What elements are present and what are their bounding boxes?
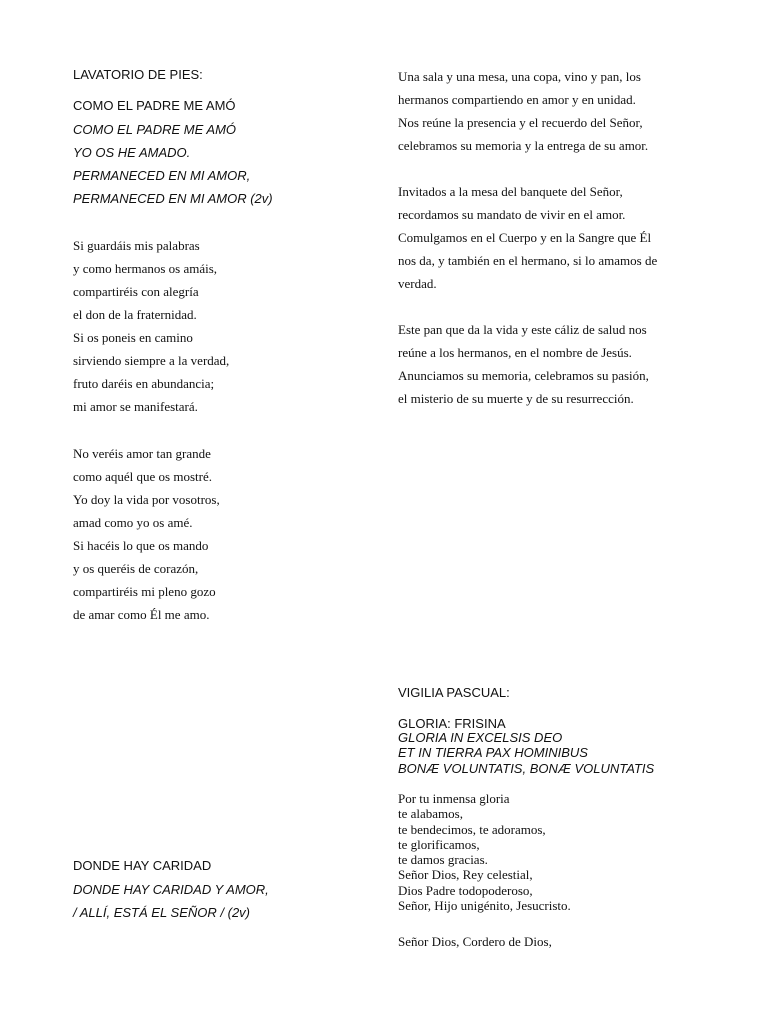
stanza-line: el misterio de su muerte y de su resurrección.	[398, 391, 634, 406]
verse-line: y os queréis de corazón,	[73, 561, 199, 576]
stanza-line: verdad.	[398, 276, 437, 291]
verse-2	[73, 442, 220, 626]
stanza-line: hermanos compartiendo en amor y en unidad.	[398, 92, 636, 107]
verse-line: mi amor se manifestará.	[73, 399, 198, 414]
verse-line: No veréis amor tan grande	[73, 446, 211, 461]
verse-line: y como hermanos os amáis,	[73, 261, 218, 276]
gloria-line: Por tu inmensa gloria	[398, 791, 510, 806]
verse-line: de amar como Él me amo.	[73, 607, 210, 622]
chorus-line: YO OS HE AMADO.	[73, 145, 191, 160]
verse-line: Si hacéis lo que os mando	[73, 538, 209, 553]
verse-line: el don de la fraternidad.	[73, 307, 197, 322]
stanza-3	[398, 318, 649, 410]
latin-line: ET IN TIERRA PAX HOMINIBUS	[398, 745, 588, 761]
gloria-line: Señor, Hijo unigénito, Jesucristo.	[398, 898, 571, 914]
verse-line: fruto daréis en abundancia;	[73, 376, 215, 391]
chorus-line: PERMANECED EN MI AMOR (2v)	[73, 191, 273, 206]
chorus-line: COMO EL PADRE ME AMÓ	[73, 122, 237, 137]
gloria-line: Señor Dios, Rey celestial,	[398, 867, 533, 883]
gloria-title: GLORIA: FRISINA	[398, 716, 506, 731]
song-title-como-el-padre: COMO EL PADRE ME AMÓ	[73, 98, 236, 113]
stanza-line: Este pan que da la vida y este cáliz de salud nos	[398, 322, 647, 337]
verse-1	[73, 234, 229, 418]
verse-line: amad como yo os amé.	[73, 515, 193, 530]
stanza-2	[398, 180, 657, 295]
verse-line: Yo doy la vida por vosotros,	[73, 492, 220, 507]
chorus-line: DONDE HAY CARIDAD Y AMOR,	[73, 882, 269, 897]
stanza-line: Una sala y una mesa, una copa, vino y pan, los	[398, 69, 641, 84]
stanza-line: reúne a los hermanos, en el nombre de Jesús.	[398, 345, 632, 360]
gloria-latin-chorus	[398, 730, 654, 776]
latin-line: BONÆ VOLUNTATIS, BONÆ VOLUNTATIS	[398, 760, 655, 776]
verse-line: sirviendo siempre a la verdad,	[73, 353, 230, 368]
chorus-line: / ALLÍ, ESTÁ EL SEÑOR / (2v)	[73, 905, 251, 920]
song-title-donde-hay-caridad: DONDE HAY CARIDAD	[73, 858, 212, 873]
gloria-last-line: Señor Dios, Cordero de Dios,	[398, 934, 552, 949]
chorus-como-el-padre	[73, 118, 273, 210]
chorus-line: PERMANECED EN MI AMOR,	[73, 168, 251, 183]
stanza-line: recordamos su mandato de vivir en el amor.	[398, 207, 626, 222]
stanza-line: celebramos su memoria y la entrega de su amor.	[398, 138, 649, 153]
stanza-1	[398, 65, 648, 157]
lavatorio-heading: LAVATORIO DE PIES:	[73, 67, 203, 82]
stanza-line: Comulgamos en el Cuerpo y en la Sangre que Él	[398, 230, 652, 245]
vigilia-heading: VIGILIA PASCUAL:	[398, 685, 510, 700]
chorus-donde-hay-caridad	[73, 878, 269, 924]
verse-line: compartiréis con alegría	[73, 284, 199, 299]
gloria-line: te glorificamos,	[398, 836, 480, 852]
gloria-verse	[398, 791, 571, 913]
verse-line: compartiréis mi pleno gozo	[73, 584, 216, 599]
verse-line: Si guardáis mis palabras	[73, 238, 200, 253]
stanza-line: Anunciamos su memoria, celebramos su pasión,	[398, 368, 649, 383]
stanza-line: nos da, y también en el hermano, si lo amamos de	[398, 253, 658, 268]
verse-line: Si os poneis en camino	[73, 330, 193, 345]
latin-line: GLORIA IN EXCELSIS DEO	[398, 730, 563, 745]
stanza-line: Invitados a la mesa del banquete del Señor,	[398, 184, 623, 199]
gloria-line: Dios Padre todopoderoso,	[398, 882, 533, 898]
gloria-line: te bendecimos, te adoramos,	[398, 821, 546, 837]
verse-line: como aquél que os mostré.	[73, 469, 212, 484]
gloria-line: te damos gracias.	[398, 852, 488, 868]
stanza-line: Nos reúne la presencia y el recuerdo del Señor,	[398, 115, 643, 130]
gloria-line: te alabamos,	[398, 806, 463, 822]
